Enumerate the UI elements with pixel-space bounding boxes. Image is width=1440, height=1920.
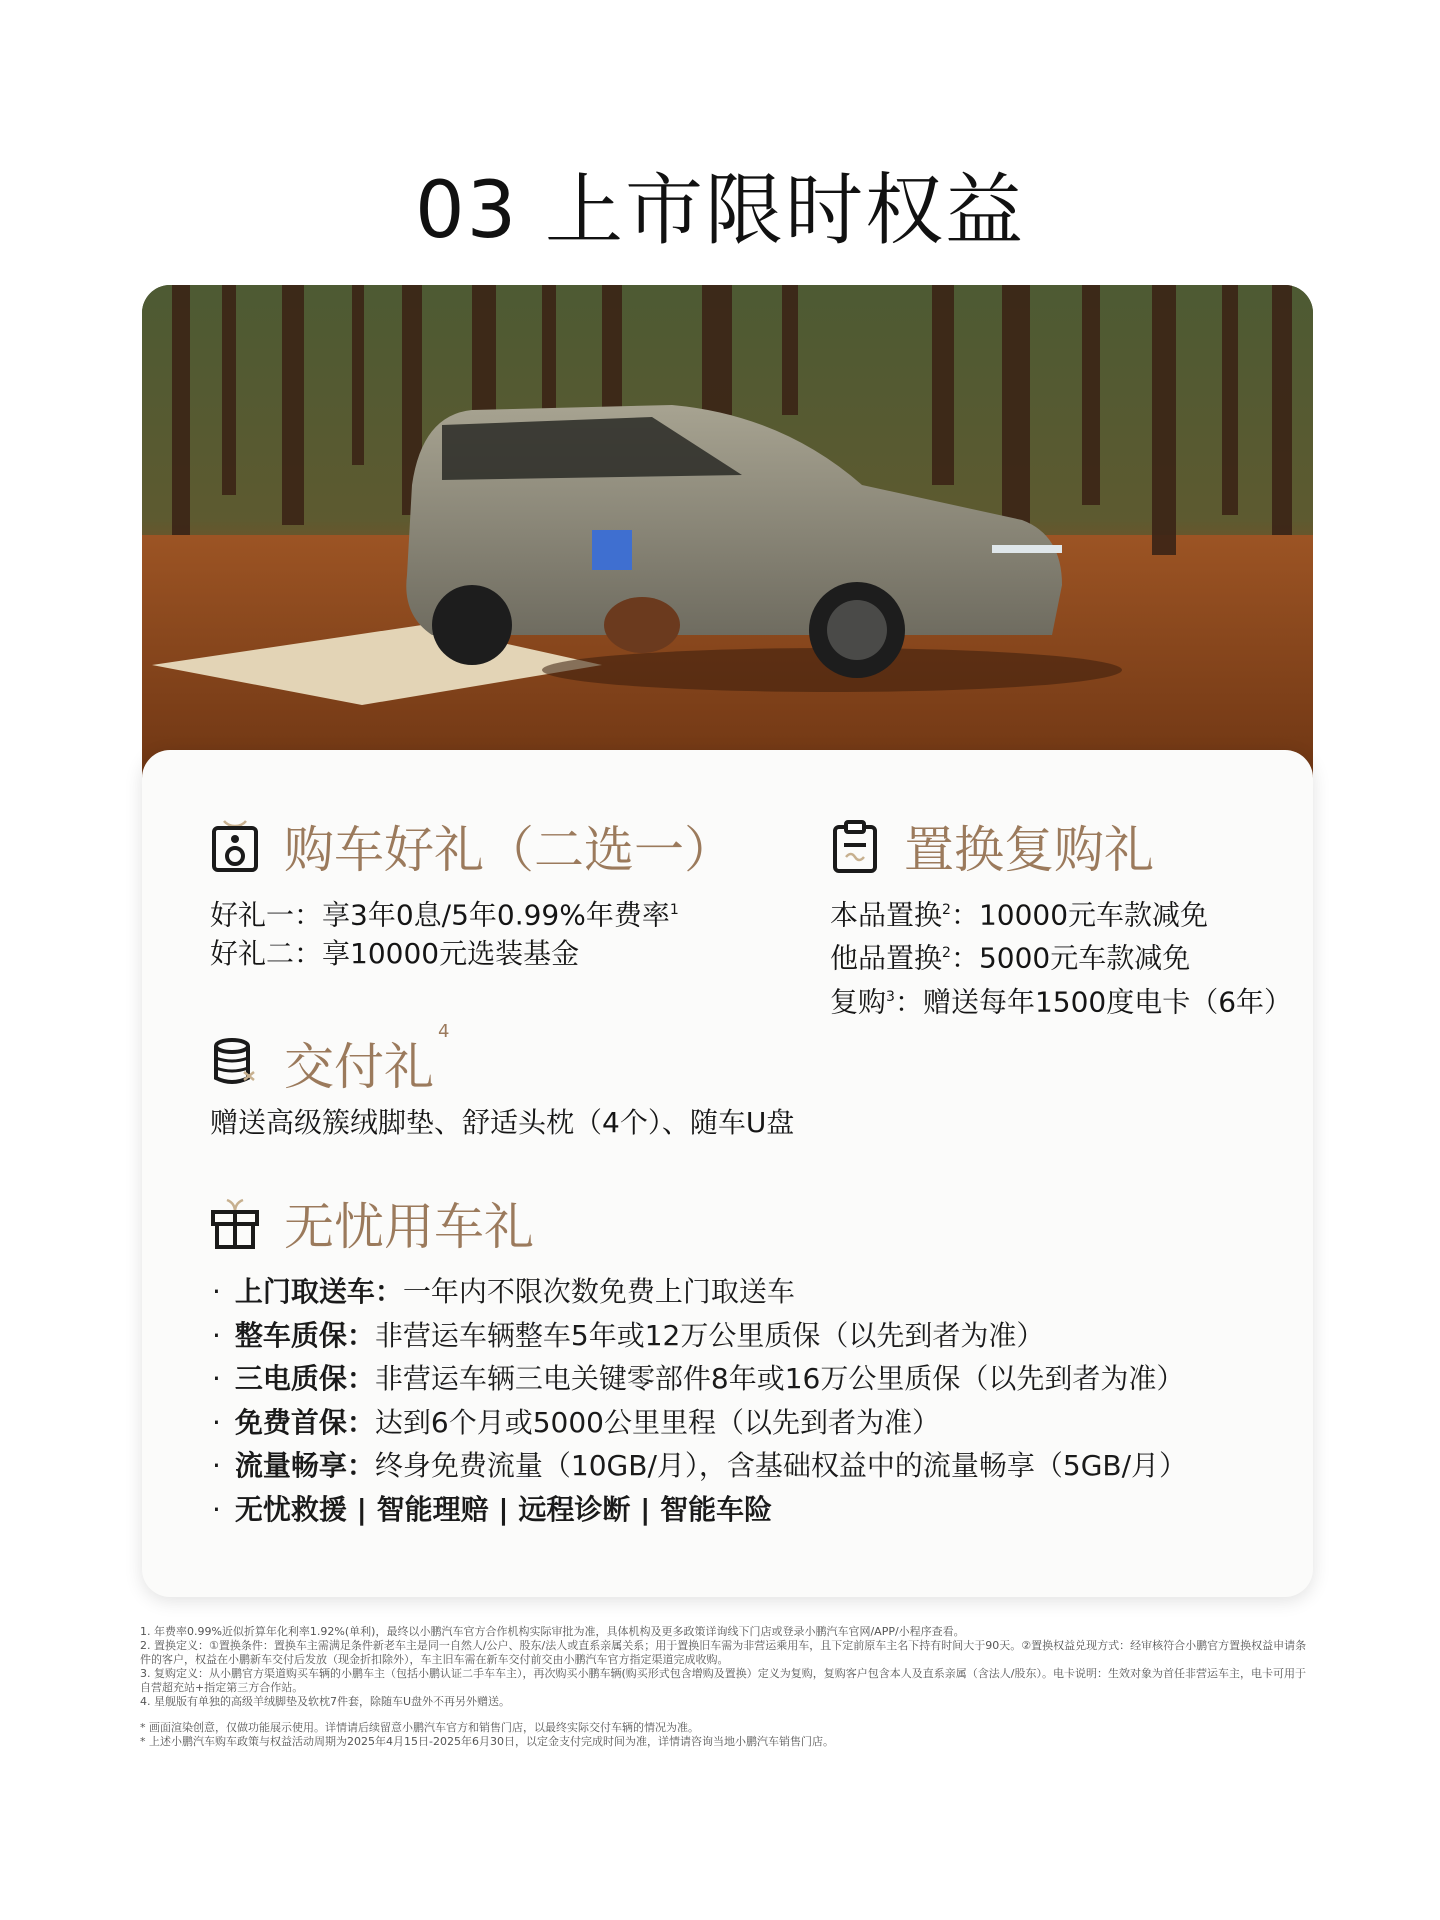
clipboard-icon (830, 819, 880, 873)
footnotes (140, 1625, 1310, 1749)
purchase-gift-title: 购车好礼（二选一） (284, 821, 734, 879)
page-title: 03 上市限时权益 (414, 166, 1026, 256)
worryfree-gift-heading (210, 1187, 534, 1259)
worryfree-benefit-list (212, 1270, 1187, 1531)
tradein-gift-lines (830, 891, 1292, 1021)
list-item: · 免费首保：达到6个月或5000公里里程（以先到者为准） (212, 1401, 1187, 1445)
list-item: · 三电质保：非营运车辆三电关键零部件8年或16万公里质保（以先到者为准） (212, 1357, 1187, 1401)
footnote-2: 2. 置换定义：①置换条件：置换车主需满足条件新老车主是同一自然人/公户、股东/法人或直系亲属关系；用于置换旧车需为非营运乘用车，且下定前原车主名下持有时间大于90天。②置换权益兑现方式：经审核符合小鹏官方置换权益申请条件的客户，权益在小鹏新车交付后发放（现金折扣除外），车主旧车需在新车交付前交由小鹏汽车官方指定渠道完成收购。 (140, 1639, 1307, 1666)
speaker-box-icon (210, 819, 260, 873)
footnote-4: 4. 星舰版有单独的高级羊绒脚垫及软枕7件套，除随车U盘外不再另外赠送。 (140, 1695, 511, 1708)
footnote-1: 1. 年费率0.99%近似折算年化利率1.92%(单利)，最终以小鹏汽车官方合作机构实际审批为准，具体机构及更多政策详询线下门店或登录小鹏汽车官网/APP/小程序查看。 (140, 1625, 965, 1638)
disclaimer-2: * 上述小鹏汽车购车政策与权益活动周期为2025年4月15日-2025年6月30日，以定金支付完成时间为准，详情请咨询当地小鹏汽车销售门店。 (140, 1735, 834, 1748)
purchase-line-1: 好礼一：享3年0息/5年0.99%年费率$^1$ (210, 898, 679, 932)
benefits-card (142, 750, 1313, 1597)
hero-photo (142, 285, 1313, 805)
purchase-gift-heading (210, 810, 734, 882)
purchase-line-2: 好礼二：享10000元选装基金 (210, 937, 580, 971)
tradein-line-1: 本品置换$^2$：10000元车款减免 (830, 898, 1209, 932)
gift-box-icon (210, 1196, 260, 1250)
tradein-gift-heading (830, 810, 1154, 882)
list-item: · 上门取送车：一年内不限次数免费上门取送车 (212, 1270, 1187, 1314)
delivery-gift-heading (210, 1021, 450, 1099)
tradein-line-2: 他品置换$^2$：5000元车款减免 (830, 941, 1191, 975)
disclaimer-1: * 画面渲染创意，仅做功能展示使用。详情请后续留意小鹏汽车官方和销售门店，以最终实际交付车辆的情况为准。 (140, 1721, 699, 1734)
footnote-3: 3. 复购定义：从小鹏官方渠道购买车辆的小鹏车主（包括小鹏认证二手车车主），再次购买小鹏车辆(购买形式包含增购及置换）定义为复购，复购客户包含本人及直系亲属（含法人/股东）。电卡说明：生效对象为首任非营运车主，电卡可用于自营超充站+指定第三方合作站。 (140, 1667, 1306, 1694)
worryfree-gift-title: 无忧用车礼 (284, 1198, 534, 1256)
list-item: · 流量畅享：终身免费流量（10GB/月），含基础权益中的流量畅享（5GB/月） (212, 1444, 1187, 1488)
list-item: · 无忧救援 | 智能理赔 | 远程诊断 | 智能车险 (212, 1488, 1187, 1532)
tradein-line-3: 复购$^3$：赠送每年1500度电卡（6年） (830, 984, 1293, 1018)
delivery-gift-line: 赠送高级簇绒脚垫、舒适头枕（4个）、随车U盘 (210, 1106, 795, 1139)
delivery-gift-title: 交付礼$^4$ (284, 1021, 450, 1096)
list-item: · 整车质保：非营运车辆整车5年或12万公里质保（以先到者为准） (212, 1314, 1187, 1358)
tradein-gift-title: 置换复购礼 (904, 821, 1154, 879)
purchase-gift-lines (210, 891, 679, 973)
coin-stack-icon (210, 1036, 260, 1090)
